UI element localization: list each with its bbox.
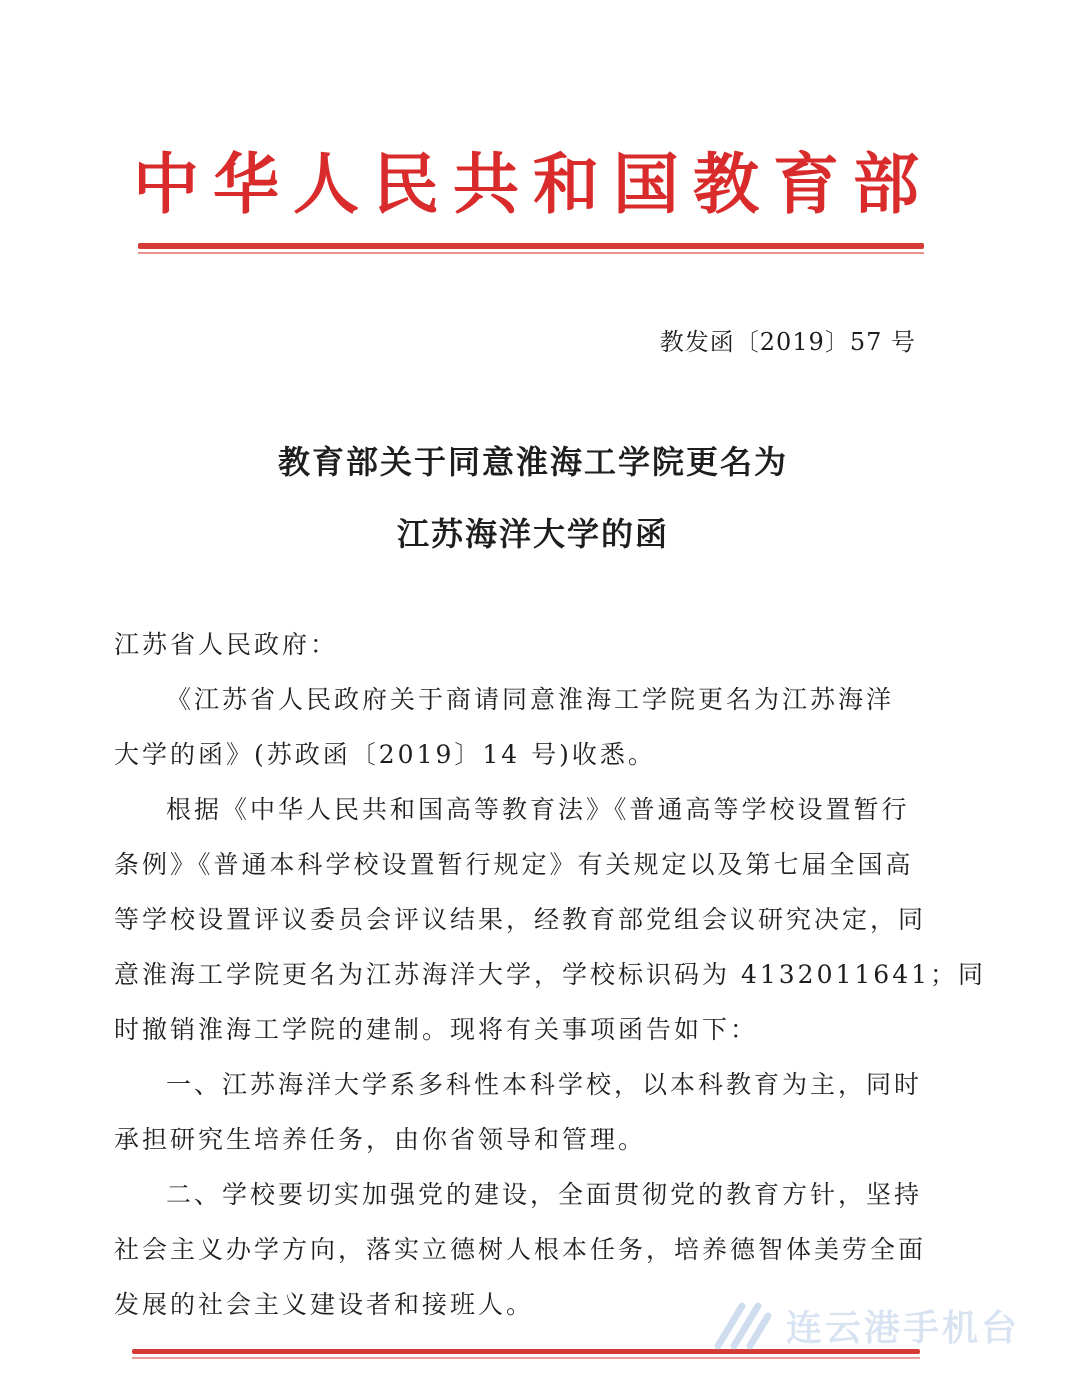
red-rule-bottom-thin	[132, 1357, 920, 1359]
red-rule-top	[138, 243, 924, 249]
body-line: 时撤销淮海工学院的建制。现将有关事项函告如下：	[114, 1015, 759, 1044]
red-rule-top-thin	[138, 252, 924, 254]
body-line: 社会主义办学方向，落实立德树人根本任务，培养德智体美劳全面	[114, 1235, 927, 1264]
document-title-line-2: 江苏海洋大学的函	[396, 515, 669, 553]
watermark-text: 连云港手机台	[786, 1307, 1021, 1349]
body-line: 条例》《普通本科学校设置暂行规定》有关规定以及第七届全国高	[114, 850, 914, 879]
logo-stripes-icon	[712, 1298, 772, 1352]
salutation: 江苏省人民政府：	[114, 630, 339, 659]
body-line: 二、学校要切实加强党的建设，全面贯彻党的教育方针，坚持	[166, 1180, 923, 1209]
letterhead-title: 中华人民共和国教育部	[133, 146, 933, 223]
watermark	[712, 1295, 1052, 1355]
body-line: 《江苏省人民政府关于商请同意淮海工学院更名为江苏海洋	[166, 685, 895, 714]
body-line: 意淮海工学院更名为江苏海洋大学，学校标识码为 4132011641；同	[114, 960, 987, 989]
body-line: 根据《中华人民共和国高等教育法》《普通高等学校设置暂行	[166, 795, 910, 824]
document-number: 教发函〔2019〕57 号	[659, 328, 916, 356]
document-title-line-1: 教育部关于同意淮海工学院更名为	[277, 443, 788, 481]
body-line: 大学的函》(苏政函〔2019〕14 号)收悉。	[114, 740, 656, 769]
body-line: 发展的社会主义建设者和接班人。	[114, 1290, 535, 1319]
body-line: 等学校设置评议委员会评议结果，经教育部党组会议研究决定，同	[114, 905, 927, 934]
body-line: 承担研究生培养任务，由你省领导和管理。	[114, 1125, 647, 1154]
body-line: 一、江苏海洋大学系多科性本科学校，以本科教育为主，同时	[166, 1070, 923, 1099]
